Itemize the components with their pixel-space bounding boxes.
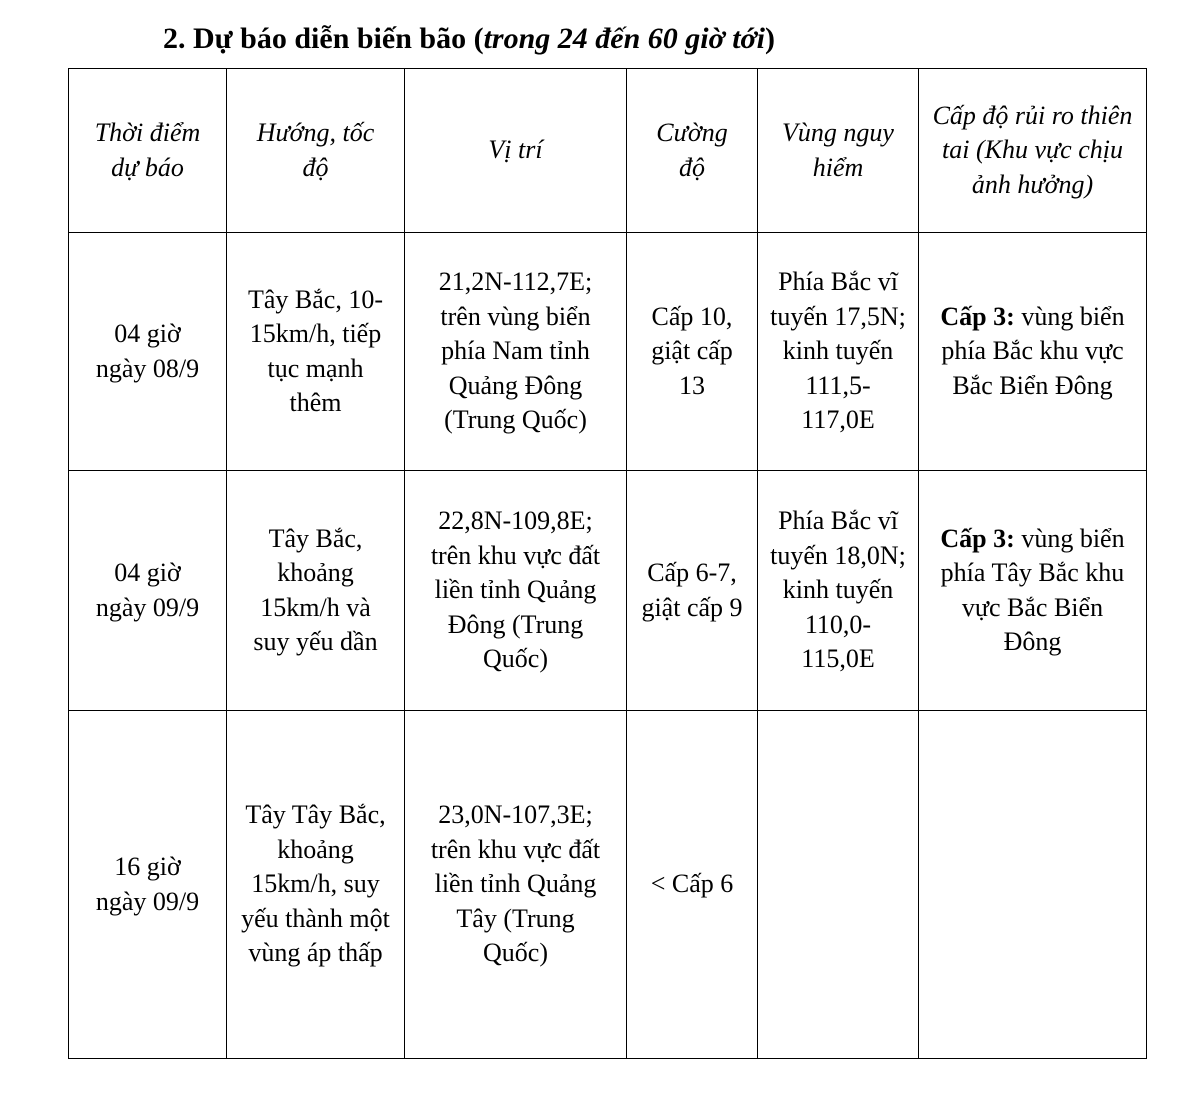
header-position: Vị trí — [405, 69, 627, 233]
cell-danger-zone: Phía Bắc vĩ tuyến 17,5N; kinh tuyến 111,5-117,0E — [758, 233, 919, 471]
cell-danger-zone: Phía Bắc vĩ tuyến 18,0N; kinh tuyến 110,0-115,0E — [758, 471, 919, 711]
cell-position: 23,0N-107,3E; trên khu vực đất liền tỉnh Quảng Tây (Trung Quốc) — [405, 711, 627, 1059]
cell-position: 22,8N-109,8E; trên khu vực đất liền tỉnh Quảng Đông (Trung Quốc) — [405, 471, 627, 711]
header-danger-zone: Vùng nguy hiểm — [758, 69, 919, 233]
header-time: Thời điểm dự báo — [69, 69, 227, 233]
cell-risk — [919, 471, 1147, 711]
cell-intensity: < Cấp 6 — [627, 711, 758, 1059]
cell-intensity: Cấp 10, giật cấp 13 — [627, 233, 758, 471]
heading-italic-text: trong 24 đến 60 giờ tới — [483, 22, 765, 55]
heading-suffix: ) — [764, 22, 775, 55]
heading-prefix: 2. Dự báo diễn biến bão ( — [163, 22, 484, 55]
cell-position: 21,2N-112,7E; trên vùng biển phía Nam tỉnh Quảng Đông (Trung Quốc) — [405, 233, 627, 471]
storm-forecast-table — [68, 68, 1147, 1059]
cell-risk — [919, 711, 1147, 1059]
cell-direction: Tây Bắc, 10-15km/h, tiếp tục mạnh thêm — [227, 233, 405, 471]
header-direction-speed: Hướng, tốc độ — [227, 69, 405, 233]
table-row — [69, 471, 1147, 711]
cell-time: 16 giờ ngày 09/9 — [69, 711, 227, 1059]
table-row — [69, 711, 1147, 1059]
risk-level-label: Cấp 3: — [940, 301, 1015, 331]
header-intensity: Cường độ — [627, 69, 758, 233]
cell-danger-zone — [758, 711, 919, 1059]
risk-area-text: vùng biển phía Tây Bắc khu vực Bắc Biển Đông — [940, 523, 1125, 656]
cell-risk — [919, 233, 1147, 471]
cell-time: 04 giờ ngày 08/9 — [69, 233, 227, 471]
table-row — [69, 233, 1147, 471]
cell-intensity: Cấp 6-7, giật cấp 9 — [627, 471, 758, 711]
section-heading — [163, 16, 775, 62]
cell-direction: Tây Tây Bắc, khoảng 15km/h, suy yếu thành một vùng áp thấp — [227, 711, 405, 1059]
cell-time: 04 giờ ngày 09/9 — [69, 471, 227, 711]
cell-direction: Tây Bắc, khoảng 15km/h và suy yếu dần — [227, 471, 405, 711]
risk-area-text: vùng biển phía Bắc khu vực Bắc Biển Đông — [941, 301, 1125, 400]
header-risk-level: Cấp độ rủi ro thiên tai (Khu vực chịu ảnh hưởng) — [919, 69, 1147, 233]
table-header-row — [69, 69, 1147, 233]
risk-level-label: Cấp 3: — [940, 523, 1015, 553]
